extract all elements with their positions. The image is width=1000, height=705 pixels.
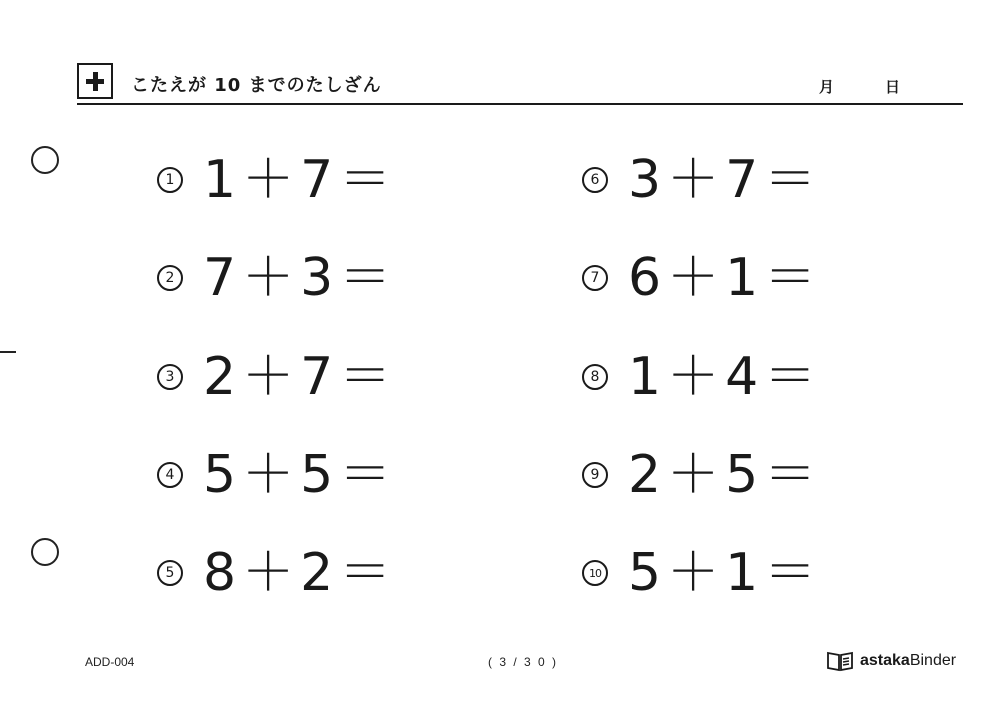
punch-hole-bottom bbox=[31, 538, 59, 566]
problem-6 bbox=[582, 152, 822, 208]
problem-number: 9 bbox=[582, 462, 608, 488]
page-indicator: ( 3 / 3 0 ) bbox=[488, 655, 559, 669]
binder-book-icon bbox=[826, 650, 854, 672]
worksheet-header bbox=[77, 63, 963, 105]
problem-expression: 1＋4＝ bbox=[628, 347, 823, 407]
month-label: 月 bbox=[819, 78, 835, 96]
problem-9 bbox=[582, 447, 822, 503]
problem-1 bbox=[157, 152, 397, 208]
problem-number: 4 bbox=[157, 462, 183, 488]
brand-name-primary: astaka bbox=[860, 652, 910, 669]
problem-number: 10 bbox=[582, 560, 608, 586]
problem-number: 8 bbox=[582, 364, 608, 390]
problem-expression: 7＋3＝ bbox=[203, 248, 398, 308]
problem-8 bbox=[582, 349, 822, 405]
problem-10 bbox=[582, 545, 822, 601]
worksheet-title: こたえが 10 までのたしざん bbox=[131, 75, 382, 96]
problem-expression: 8＋2＝ bbox=[203, 543, 398, 603]
problem-expression: 3＋7＝ bbox=[628, 150, 823, 210]
problem-5 bbox=[157, 545, 397, 601]
center-mark bbox=[0, 351, 16, 353]
worksheet-code: ADD-004 bbox=[85, 655, 135, 669]
problem-expression: 1＋7＝ bbox=[203, 150, 398, 210]
punch-hole-top bbox=[31, 146, 59, 174]
problem-7 bbox=[582, 250, 822, 306]
problem-expression: 6＋1＝ bbox=[628, 248, 823, 308]
problem-number: 6 bbox=[582, 167, 608, 193]
problem-2 bbox=[157, 250, 397, 306]
problem-number: 3 bbox=[157, 364, 183, 390]
plus-icon bbox=[77, 63, 113, 99]
problem-3 bbox=[157, 349, 397, 405]
problem-expression: 5＋5＝ bbox=[203, 445, 398, 505]
problem-number: 7 bbox=[582, 265, 608, 291]
problem-number: 2 bbox=[157, 265, 183, 291]
problem-4 bbox=[157, 447, 397, 503]
day-label: 日 bbox=[885, 78, 901, 96]
problem-expression: 5＋1＝ bbox=[628, 543, 823, 603]
brand-logo bbox=[826, 649, 956, 673]
problem-number: 5 bbox=[157, 560, 183, 586]
brand-name-secondary: Binder bbox=[909, 652, 957, 669]
problem-number: 1 bbox=[157, 167, 183, 193]
problem-expression: 2＋7＝ bbox=[203, 347, 398, 407]
problem-expression: 2＋5＝ bbox=[628, 445, 823, 505]
